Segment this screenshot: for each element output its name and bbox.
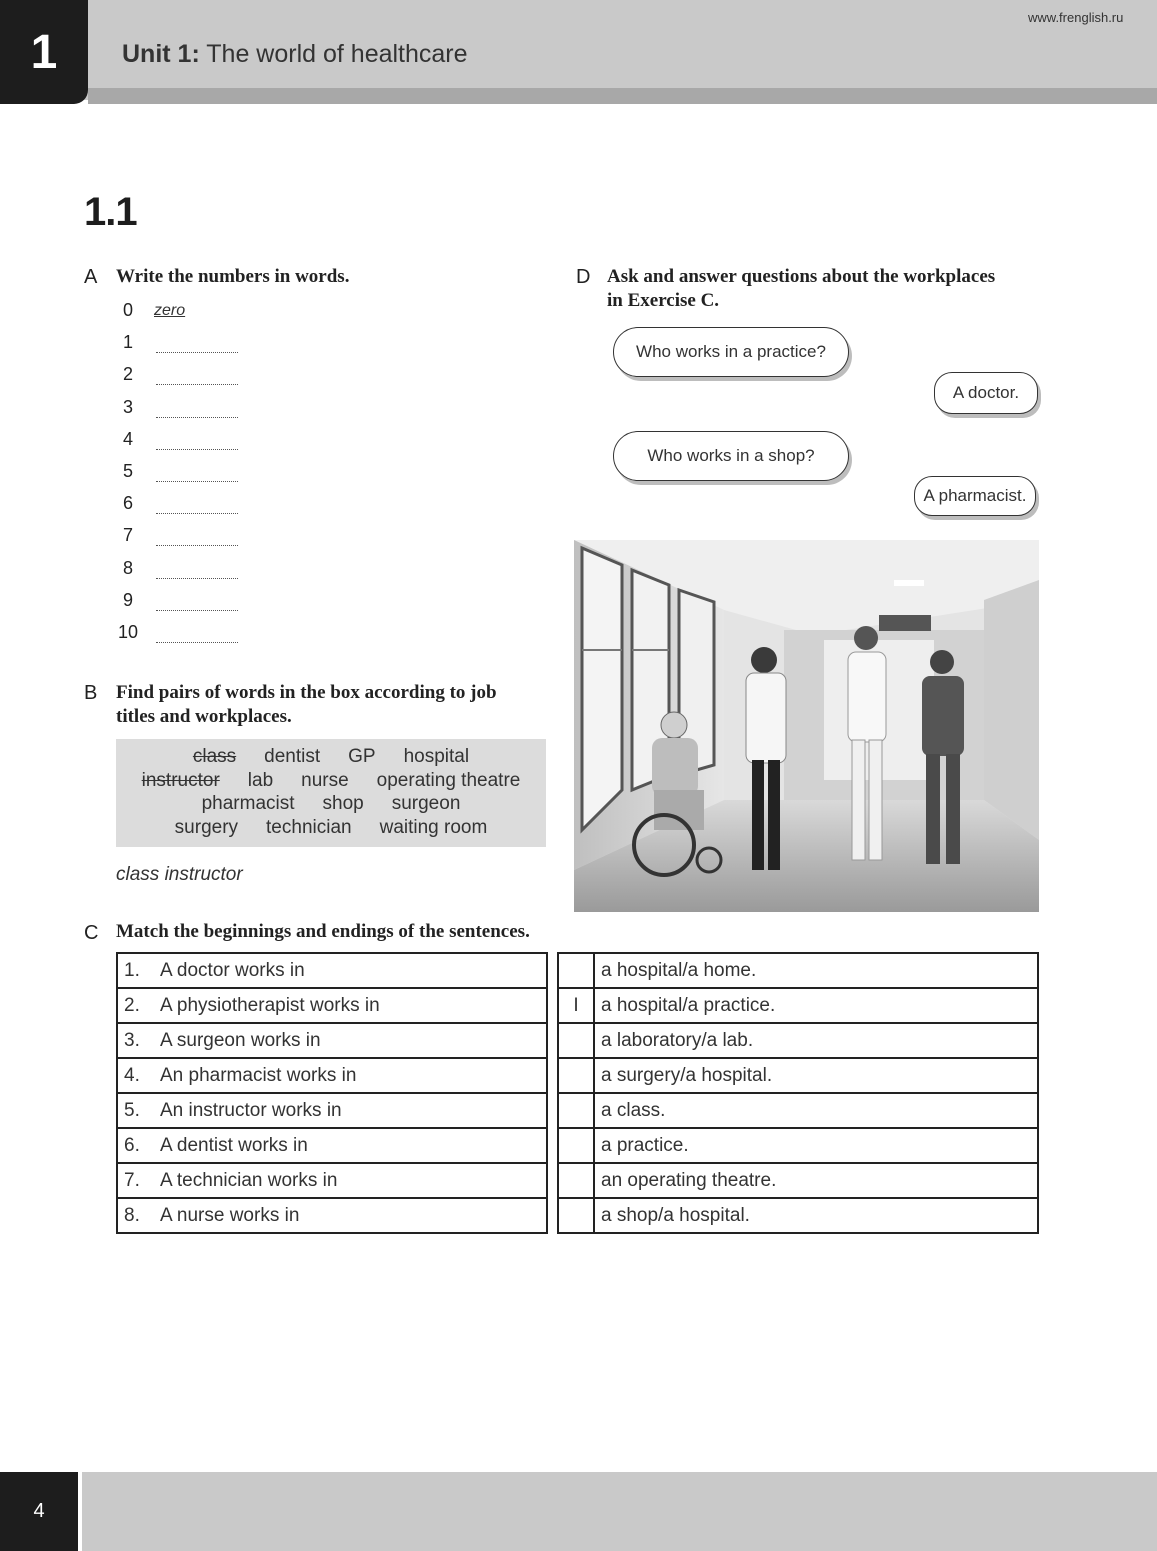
ending-answer-box[interactable]: I: [558, 988, 594, 1023]
word-box-word: technician: [266, 816, 352, 838]
word-box-word: class: [192, 746, 237, 767]
unit-number-tab: 1: [0, 0, 88, 104]
section-number: 1.1: [84, 190, 137, 234]
exercise-b-example: class instructor: [116, 864, 243, 885]
number-label: 7: [122, 525, 133, 546]
speech-bubble-answer-2: A pharmacist.: [914, 476, 1036, 516]
word-box-word: dentist: [264, 746, 321, 767]
beginning-number: 6.: [117, 1128, 154, 1163]
exercise-b-letter: B: [84, 682, 98, 704]
word-box-word: waiting room: [379, 816, 488, 838]
word-box-line: [116, 746, 546, 768]
unit-title: [122, 40, 468, 69]
beginning-row: [117, 1198, 547, 1233]
hospital-corridor-illustration: [574, 540, 1039, 912]
beginning-text: A technician works in: [154, 1163, 547, 1198]
word-box-word: GP: [348, 746, 376, 767]
word-box-word: surgery: [174, 816, 239, 838]
page-number: 4: [0, 1472, 78, 1551]
number-row: [116, 622, 256, 650]
answer-blank-line[interactable]: [156, 384, 238, 385]
ending-row: [558, 953, 1038, 988]
ending-answer-box[interactable]: [558, 1023, 594, 1058]
beginning-row: [117, 988, 547, 1023]
ending-row: [558, 1093, 1038, 1128]
number-row: [116, 397, 256, 425]
speech-bubble-answer-1: A doctor.: [934, 372, 1038, 414]
number-row: [116, 429, 256, 457]
exercise-a-letter: A: [84, 266, 98, 288]
number-answer: zero: [154, 302, 186, 319]
ending-answer-box[interactable]: [558, 1128, 594, 1163]
beginning-text: A dentist works in: [154, 1128, 547, 1163]
answer-blank-line[interactable]: [156, 545, 238, 546]
beginning-text: An instructor works in: [154, 1093, 547, 1128]
beginning-number: 8.: [117, 1198, 154, 1233]
site-url: www.frenglish.ru: [1028, 10, 1124, 25]
beginnings-table: [116, 952, 548, 1234]
number-row: [116, 558, 256, 586]
number-label: 6: [122, 493, 133, 514]
speech-bubble-question-2: Who works in a shop?: [613, 431, 849, 481]
ending-text: a hospital/a practice.: [594, 988, 1038, 1023]
ending-text: a hospital/a home.: [594, 953, 1038, 988]
answer-blank-line[interactable]: [156, 481, 238, 482]
speech-bubble-question-1: Who works in a practice?: [613, 327, 849, 377]
number-label: 10: [117, 622, 139, 642]
ending-row: [558, 1198, 1038, 1233]
beginning-number: 3.: [117, 1023, 154, 1058]
beginning-text: A nurse works in: [154, 1198, 547, 1233]
number-row: [116, 461, 256, 489]
exercise-d-letter: D: [576, 266, 591, 288]
beginning-number: 1.: [117, 953, 154, 988]
ending-text: a laboratory/a lab.: [594, 1023, 1038, 1058]
word-box-word: instructor: [141, 769, 220, 791]
ending-answer-box[interactable]: [558, 1058, 594, 1093]
number-label: 9: [122, 589, 133, 610]
ending-row: [558, 1058, 1038, 1093]
beginning-number: 4.: [117, 1058, 154, 1093]
number-label: 0: [122, 300, 133, 320]
exercise-b-instruction: [116, 681, 497, 729]
number-row: [116, 525, 256, 553]
number-row: [116, 300, 256, 328]
exercise-c-letter: C: [84, 922, 99, 944]
answer-blank-line[interactable]: [156, 352, 238, 353]
number-row: [116, 332, 256, 360]
word-box-word: surgeon: [391, 793, 461, 814]
answer-blank-line[interactable]: [156, 449, 238, 450]
word-box-line: [116, 770, 546, 792]
number-label: 8: [122, 557, 133, 578]
word-box-word: nurse: [301, 769, 349, 791]
word-box-word: operating theatre: [376, 769, 521, 791]
word-box: [116, 739, 546, 847]
beginning-text: An pharmacist works in: [154, 1058, 547, 1093]
ending-row: [558, 1163, 1038, 1198]
exercise-d-instruction-line1: Ask and answer questions about the workplaces: [607, 266, 996, 287]
number-row: [116, 590, 256, 618]
ending-text: a practice.: [594, 1128, 1038, 1163]
answer-blank-line[interactable]: [156, 513, 238, 514]
ending-answer-box[interactable]: [558, 1198, 594, 1233]
ending-answer-box[interactable]: [558, 953, 594, 988]
ending-text: a class.: [594, 1093, 1038, 1128]
answer-blank-line[interactable]: [156, 642, 238, 643]
footer-band: [82, 1472, 1157, 1551]
hospital-corridor-photo: [574, 540, 1039, 912]
exercise-d-instruction: [607, 265, 995, 313]
ending-row: [558, 1023, 1038, 1058]
beginning-number: 2.: [117, 988, 154, 1023]
beginning-number: 7.: [117, 1163, 154, 1198]
beginning-text: A physiotherapist works in: [154, 988, 547, 1023]
beginning-text: A surgeon works in: [154, 1023, 547, 1058]
exercise-c-instruction: Match the beginnings and endings of the sentences.: [116, 921, 530, 942]
answer-blank-line[interactable]: [156, 417, 238, 418]
beginning-row: [117, 1023, 547, 1058]
number-label: 1: [122, 332, 133, 353]
beginning-row: [117, 1093, 547, 1128]
answer-blank-line[interactable]: [156, 610, 238, 611]
ending-answer-box[interactable]: [558, 1163, 594, 1198]
beginning-row: [117, 1128, 547, 1163]
word-box-word: lab: [247, 769, 274, 791]
word-box-word: shop: [322, 793, 364, 814]
word-box-word: hospital: [403, 746, 470, 767]
number-label: 3: [122, 396, 133, 417]
exercise-a-instruction: Write the numbers in words.: [116, 266, 350, 287]
ending-answer-box[interactable]: [558, 1093, 594, 1128]
number-row: [116, 493, 256, 521]
number-label: 2: [122, 364, 133, 385]
beginning-number: 5.: [117, 1093, 154, 1128]
word-box-word: pharmacist: [201, 793, 295, 814]
ending-text: an operating theatre.: [594, 1163, 1038, 1198]
ending-row: [558, 988, 1038, 1023]
unit-label: Unit 1:: [122, 40, 200, 68]
beginning-row: [117, 953, 547, 988]
word-box-line: [116, 793, 546, 815]
answer-blank-line[interactable]: [156, 578, 238, 579]
beginning-text: A doctor works in: [154, 953, 547, 988]
word-box-line: [116, 817, 546, 839]
unit-title-text: The world of healthcare: [206, 40, 468, 68]
beginning-row: [117, 1163, 547, 1198]
beginning-row: [117, 1058, 547, 1093]
exercise-d-instruction-line2: in Exercise C.: [607, 290, 720, 311]
ending-row: [558, 1128, 1038, 1163]
number-label: 5: [122, 461, 133, 481]
ending-text: a surgery/a hospital.: [594, 1058, 1038, 1093]
ending-text: a shop/a hospital.: [594, 1198, 1038, 1233]
endings-table: [557, 952, 1039, 1234]
header-stripe: [88, 88, 1157, 104]
exercise-b-instruction-line1: Find pairs of words in the box according to job: [116, 682, 497, 703]
exercise-b-instruction-line2: titles and workplaces.: [116, 706, 292, 727]
number-row: [116, 364, 256, 392]
number-label: 4: [122, 428, 133, 449]
